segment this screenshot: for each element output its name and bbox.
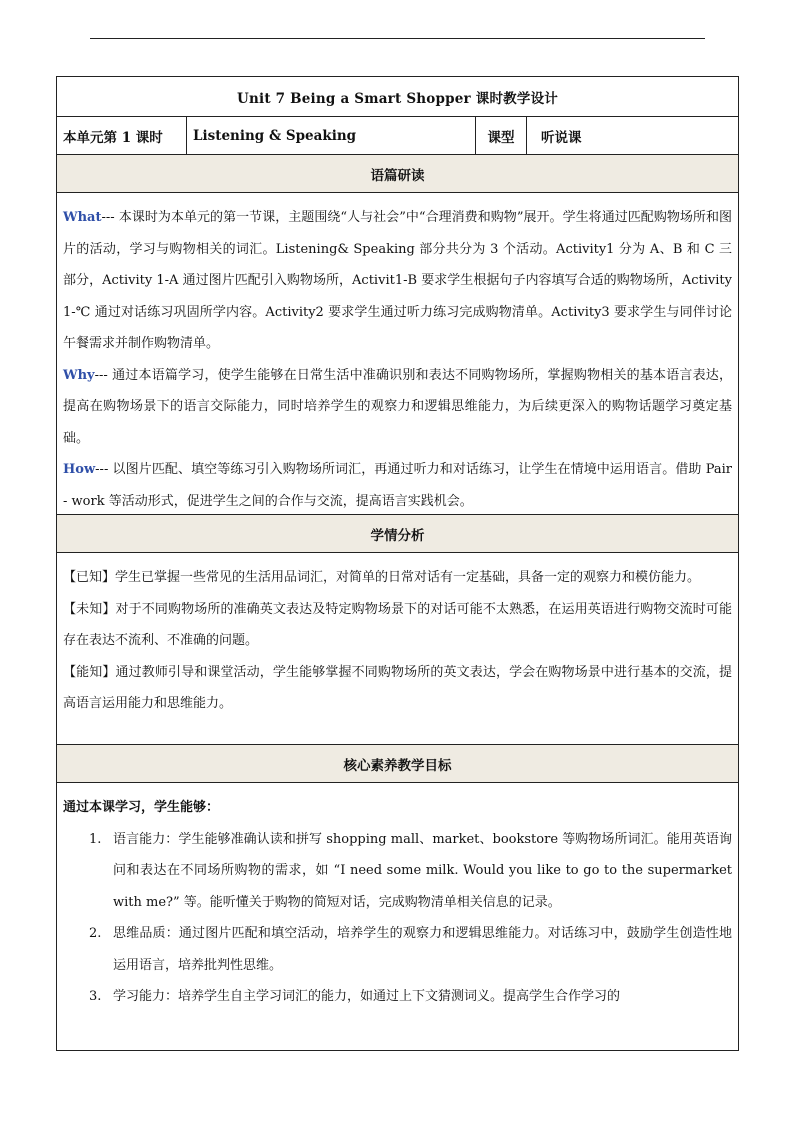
why-text: --- 通过本语篇学习，使学生能够在日常生活中准确识别和表达不同购物场所，掌握购物相关的基本语言表达，提高在购物场景下的语言交际能力，同时培养学生的观察力和逻辑思维能力，为后续更深入的购物话题学习奠定基础。 <box>63 367 732 446</box>
goals-list <box>63 824 732 1013</box>
why-keyword: Why <box>63 367 95 383</box>
goal-item <box>63 918 732 981</box>
lesson-type-label: 课型 <box>476 117 527 154</box>
text-analysis-body <box>57 193 738 515</box>
lesson-number-cell: 本单元第 1 课时 <box>57 117 187 154</box>
known-tag: 【已知】 <box>63 570 116 585</box>
goal-text: 思维品质：通过图片匹配和填空活动，培养学生的观察力和逻辑思维能力。对话练习中，鼓励学生创造性地运用语言，培养批判性思维。 <box>113 926 732 973</box>
how-paragraph <box>63 454 732 517</box>
header-rule <box>90 38 705 39</box>
goal-item <box>63 981 732 1013</box>
what-paragraph <box>63 202 732 360</box>
section-heading-text: 学情分析 <box>370 527 425 544</box>
learner-analysis-body <box>57 553 738 745</box>
section-heading-text: 核心素养教学目标 <box>343 757 452 774</box>
section-heading-goals <box>57 745 738 783</box>
unknown-paragraph <box>63 594 732 657</box>
section-heading-learners <box>57 515 738 553</box>
goal-number: 2. <box>89 926 102 941</box>
goals-lead: 通过本课学习，学生能够： <box>63 800 220 815</box>
lesson-info-row <box>57 117 738 155</box>
section-heading-text: 语篇研读 <box>370 167 425 184</box>
lesson-name-cell: Listening & Speaking <box>187 117 476 154</box>
able-text: 通过教师引导和课堂活动，学生能够掌握不同购物场所的英文表达，学会在购物场景中进行基本的交流，提高语言运用能力和思维能力。 <box>63 664 732 711</box>
why-paragraph <box>63 360 732 455</box>
goals-body <box>57 783 738 1051</box>
goal-text: 语言能力：学生能够准确认读和拼写 shopping mall、market、bookstore 等购物场所词汇。能用英语询问和表达在不同场所购物的需求，如 “I need some milk. Would you like to go to the supermarket with me?” 等。能听懂关于购物的简短对话，完成购物清单相关信息的记录。 <box>113 831 732 910</box>
goal-number: 1. <box>89 831 102 847</box>
goal-number: 3. <box>89 989 102 1004</box>
unknown-text: 对于不同购物场所的准确英文表达及特定购物场景下的对话可能不太熟悉，在运用英语进行购物交流时可能存在表达不流利、不准确的问题。 <box>63 601 732 648</box>
goal-item <box>63 824 732 919</box>
what-keyword: What <box>63 210 102 225</box>
unknown-tag: 【未知】 <box>63 601 116 617</box>
section-heading-analysis <box>57 155 738 193</box>
lesson-type-value: 听说课 <box>541 129 582 146</box>
table-title <box>57 77 738 117</box>
able-tag: 【能知】 <box>63 664 116 680</box>
what-text: --- 本课时为本单元的第一节课，主题围绕“人与社会”中“合理消费和购物”展开。学生将通过匹配购物场所和图片的活动，学习与购物相关的词汇。Listening& Speaking 部分共分为 3 个活动。Activity1 分为 A、B 和 C 三部分，Activity 1-A 通过图片匹配引入购物场所，Activit1-B 要求学生根据句子内容填写合适的购物场所，Activity 1-℃ 通过对话练习巩固所学内容。Activity2 要求学生通过听力练习完成购物清单。Activity3 要求学生与同伴讨论午餐需求并制作购物清单。 <box>63 210 732 351</box>
lesson-plan-table <box>56 76 739 1051</box>
known-paragraph <box>63 562 732 594</box>
goal-text: 学习能力：培养学生自主学习词汇的能力，如通过上下文猜测词义。提高学生合作学习的 <box>113 989 621 1004</box>
known-text: 学生已掌握一些常见的生活用品词汇，对简单的日常对话有一定基础，具备一定的观察力和模仿能力。 <box>115 570 701 585</box>
table-title-text: Unit 7 Being a Smart Shopper 课时教学设计 <box>237 90 558 107</box>
how-keyword: How <box>63 462 96 477</box>
how-text: --- 以图片匹配、填空等练习引入购物场所词汇，再通过听力和对话练习，让学生在情境中运用语言。借助 Pair - work 等活动形式，促进学生之间的合作与交流，提高语言实践机会。 <box>63 462 732 509</box>
able-paragraph <box>63 657 732 720</box>
